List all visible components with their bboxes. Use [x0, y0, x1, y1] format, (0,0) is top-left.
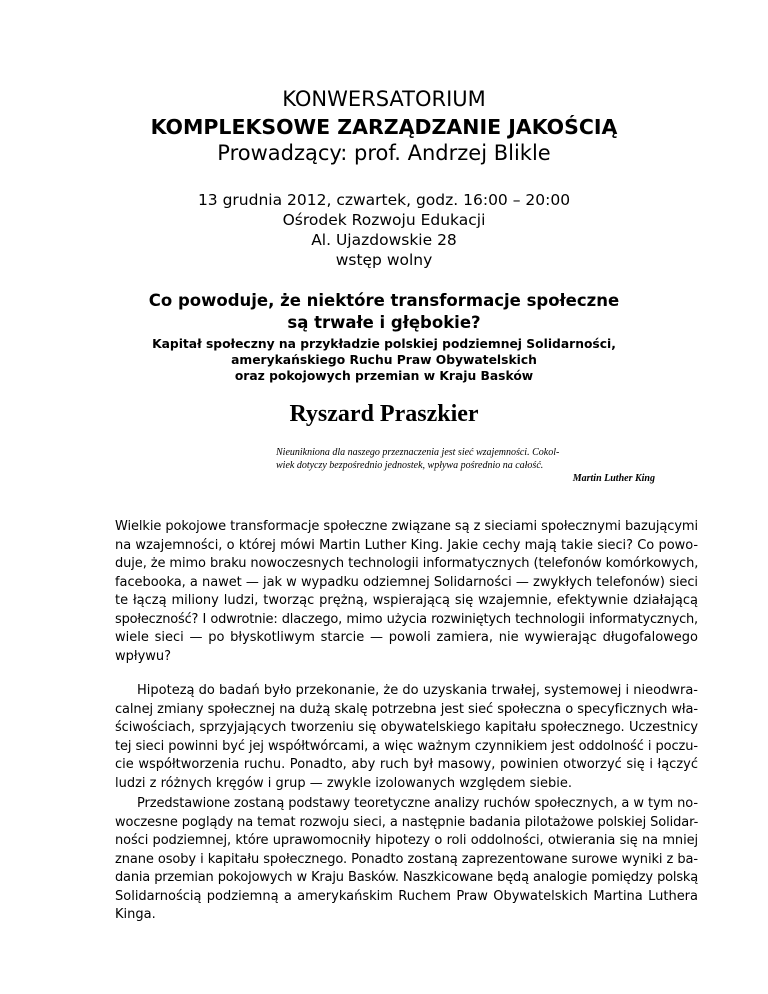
paragraph-line: cie współtworzenia ruchu. Ponadto, aby ruch był masowy, powinien otworzyć się i łączyć: [115, 757, 698, 772]
topic-subtitle-line1: Kapitał społeczny na przykładzie polskiej podziemnej Solidarności,: [152, 337, 616, 351]
speaker-name: Ryszard Praszkier: [289, 401, 479, 427]
paragraph-line: duje, że mimo braku nowoczesnych technologii informatycznych (telefonów komórkowych,: [115, 556, 699, 571]
paragraph-line: Przedstawione zostaną podstawy teoretyczne analizy ruchów społecznych, a w tym no-: [137, 796, 698, 811]
paragraph-1: [115, 518, 698, 666]
lead-line: Prowadzący: prof. Andrzej Blikle: [217, 141, 551, 165]
paragraph-2: [115, 682, 698, 793]
event-place: Ośrodek Rozwoju Edukacji: [282, 211, 486, 229]
topic-title-line1: Co powoduje, że niektóre transformacje społeczne: [148, 291, 620, 310]
paragraph-line: Solidarnością podziemną a amerykańskim Ruchem Praw Obywatelskich Martina Luthera: [115, 888, 698, 904]
paragraph-line: te łączą miliony ludzi, tworząc prężną, wspierającą się wzajemnie, efektywnie działającą: [115, 593, 698, 608]
motto-line1: Nieunikniona dla naszego przeznaczenia jest sieć wzajemności. Cokol-: [276, 447, 560, 458]
page-title: KOMPLEKSOWE ZARZĄDZANIE JAKOŚCIĄ: [150, 115, 618, 139]
event-address: Al. Ujazdowskie 28: [311, 231, 457, 249]
paragraph-line: woczesne poglądy na temat rozwoju sieci, a następnie badania pilotażowe polskiej Solidar-: [115, 814, 699, 830]
paragraph-line: ściwościach, sprzyjających tworzeniu się obywatelskiego kapitału społecznego. Uczestnicy: [115, 720, 698, 735]
paragraph-line: wpływu?: [115, 648, 172, 664]
paragraph-line: Hipotezą do badań było przekonanie, że do uzyskania trwałej, systemowej i nieodwra-: [137, 683, 698, 698]
paragraph-line: dania przemian pokojowych w Kraju Basków. Naszkicowane będą analogie pomiędzy polską: [115, 870, 698, 885]
topic-title-line2: są trwałe i głębokie?: [287, 313, 481, 332]
paragraph-3: [115, 795, 698, 925]
topic-subtitle-line2: amerykańskiego Ruchu Praw Obywatelskich: [231, 353, 537, 367]
paragraph-line: tej sieci powinni być jej współtwórcami, a więc ważnym czynnikiem jest oddolność i poczu-: [115, 738, 698, 754]
paragraph-line: calnej zmiany społecznej na dużą skalę potrzebna jest sieć społeczna o specyficznych wła-: [115, 701, 698, 717]
paragraph-line: facebooka, a nawet — jak w wypadku odziemnej Solidarności — zwykłych telefonów) sieci: [115, 574, 698, 590]
paragraph-line: Kinga.: [115, 907, 156, 922]
event-type: KONWERSATORIUM: [282, 87, 486, 111]
event-entry: wstęp wolny: [335, 251, 433, 269]
motto-line2: wiek dotyczy bezpośrednio jednostek, wpływa pośrednio na całość.: [276, 460, 544, 471]
paragraph-line: Wielkie pokojowe transformacje społeczne związane są z sieciami społecznymi bazującymi: [115, 519, 698, 534]
paragraph-line: ności podziemnej, które uprawomocniły hipotezy o roli oddolności, otwierania się na mniej: [115, 833, 698, 848]
paragraph-line: wiele sieci — po błyskotliwym starcie — powoli zamiera, nie wywierając długofalowego: [115, 630, 698, 645]
topic-subtitle-line3: oraz pokojowych przemian w Kraju Basków: [234, 369, 534, 383]
event-date: 13 grudnia 2012, czwartek, godz. 16:00 – 20:00: [197, 191, 571, 209]
paragraph-line: znane osoby i kapitału społecznego. Ponadto zostaną zaprezentowane surowe wyniki z ba-: [115, 851, 698, 867]
motto-source: Martin Luther King: [572, 473, 655, 484]
paragraph-line: ludzi z różnych kręgów i grup — zwykle izolowanych względem siebie.: [115, 775, 573, 791]
paragraph-line: społeczność? I odwrotnie: dlaczego, mimo użycia rozwiniętych technologii informatycznych,: [115, 611, 698, 627]
paragraph-line: na wzajemności, o której mówi Martin Luther King. Jakie cechy mają takie sieci? Co powo-: [115, 537, 698, 553]
